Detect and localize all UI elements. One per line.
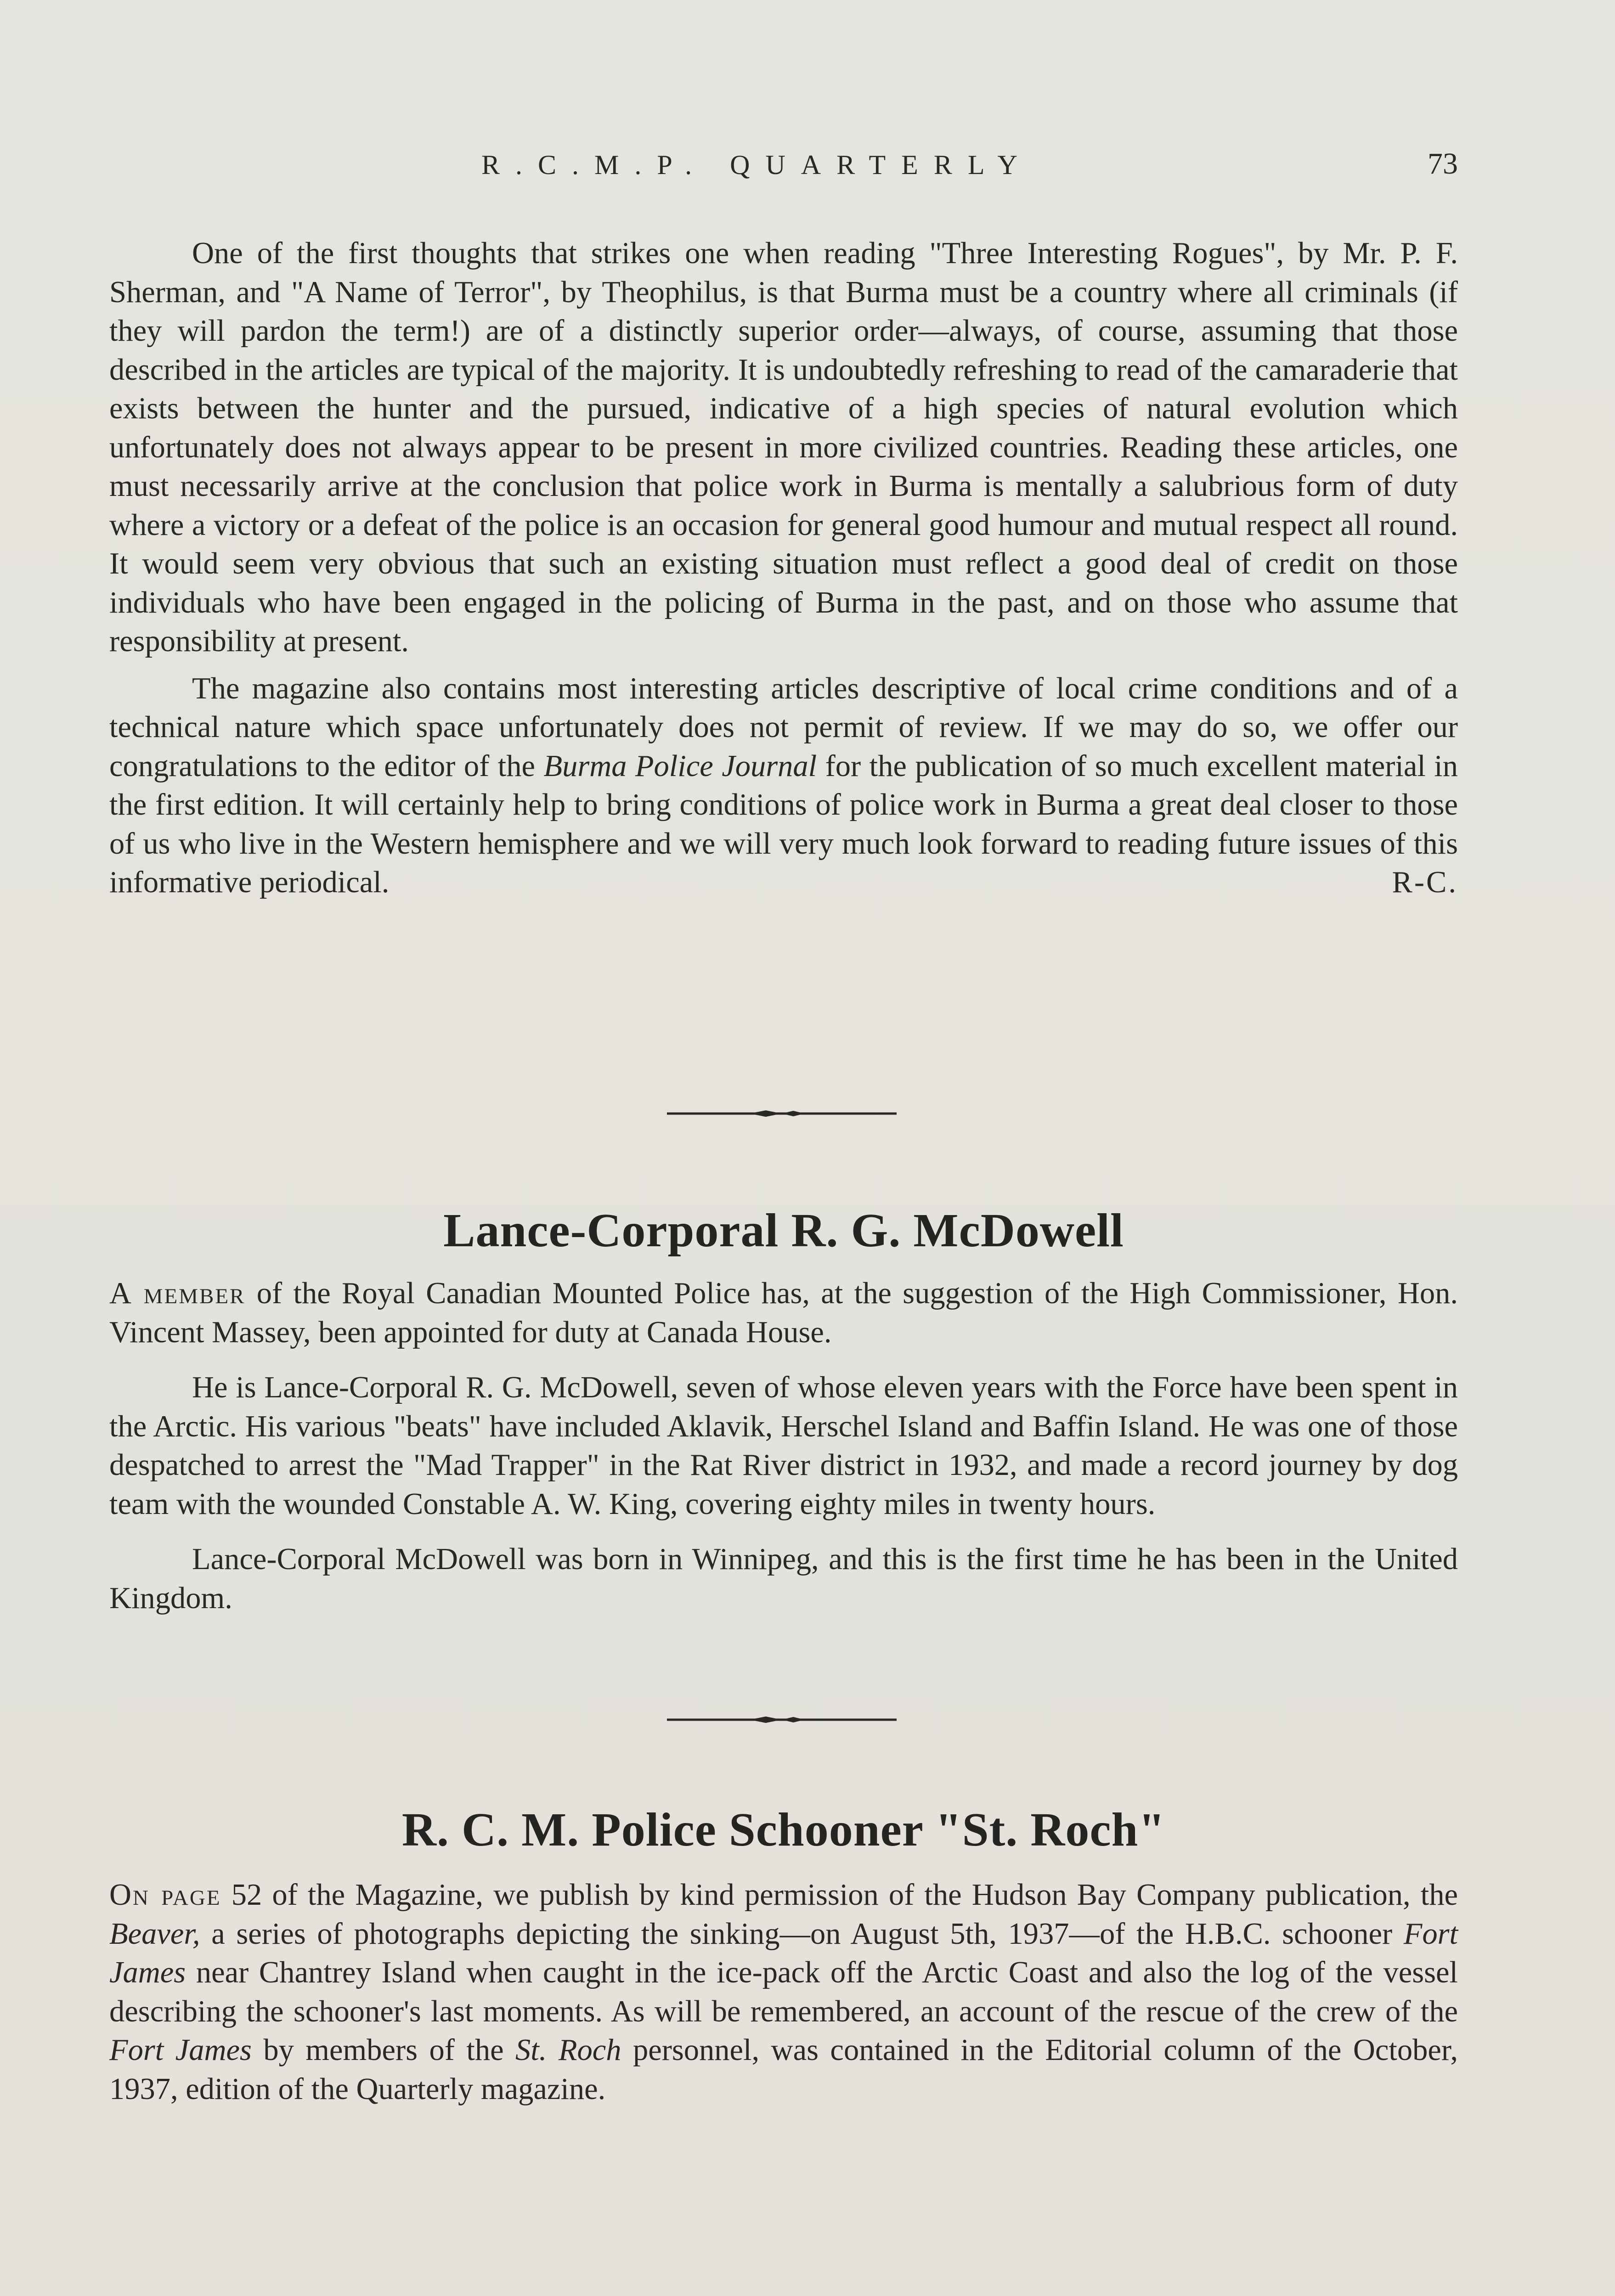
review-paragraph-2-start: The magazine also contains most interesting articles descriptive of local crime conditions and of a technical nature which space unfortunately does not permit of review. If we may do so, we offer our congratulations to the editor of the xyxy=(109,671,1458,783)
schooner-heading: R. C. M. Police Schooner "St. Roch" xyxy=(401,1803,1166,1856)
mcdowell-paragraph-1 xyxy=(109,1274,1458,1352)
review-paragraph-2-end: for the publication of so much excellent material in the first edition. It will certainly help to bring conditions of police work in Burma a great deal closer to those of us who live in the Western hemisphere and we will very much look forward to reading future issues of this informative periodical. xyxy=(109,749,1458,899)
mcdowell-paragraph-3: Lance-Corporal McDowell was born in Winnipeg, and this is the first time he has been in the United Kingdom. xyxy=(109,1542,1458,1615)
schooner-lead-words: On page xyxy=(109,1878,221,1912)
schooner-text-e: personnel, was contained in the Editorial column of the October, 1937, edition of the Quarterly magazine. xyxy=(109,2033,1458,2106)
st-roch-title: St. Roch xyxy=(515,2033,621,2067)
schooner-paragraph xyxy=(109,1876,1458,2109)
schooner-text-b: a series of photographs depicting the sinking—on August 5th, 1937—of the H.B.C. schooner xyxy=(211,1917,1393,1951)
schooner-section xyxy=(109,1876,1458,2109)
schooner-text-a: 52 of the Magazine, we publish by kind permission of the Hudson Bay Company publication, the xyxy=(231,1878,1458,1912)
review-section xyxy=(109,234,1458,902)
fort-james-title-2: Fort James xyxy=(109,2033,252,2067)
running-title: R.C.M.P. QUARTERLY xyxy=(481,150,1033,180)
mcdowell-heading: Lance-Corporal R. G. McDowell xyxy=(443,1204,1124,1257)
review-paragraph-1: One of the first thoughts that strikes one when reading "Three Interesting Rogues", by Mr. P. F. Sherman, and "A Name of Terror", by Theophilus, is that Burma must be a country where all criminals (if they will pardon the term!) are of a distinctly superior order—always, of course, assuming that those described in the articles are typical of the majority. It is undoubtedly refreshing to read of the camaraderie that exists between the hunter and the pursued, indicative of a high species of natural evolution which unfortunately does not always appear to be present in more civilized countries. Reading these articles, one must necessarily arrive at the conclusion that police work in Burma is mentally a salubrious form of duty where a victory or a defeat of the police is an occasion for general good humour and mutual respect all round. It would seem very obvious that such an existing situation must reflect a good deal of credit on those individuals who have been engaged in the policing of Burma in the past, and on those who assume that responsibility at present. xyxy=(109,236,1458,658)
section-divider-ornament xyxy=(667,1107,897,1120)
review-paragraph-2 xyxy=(109,670,1458,902)
mcdowell-section xyxy=(109,1274,1458,1618)
beaver-title: Beaver, xyxy=(109,1917,200,1951)
section-divider-ornament-2 xyxy=(667,1713,897,1727)
page-number: 73 xyxy=(1428,147,1458,180)
burma-police-journal-title: Burma Police Journal xyxy=(543,749,817,783)
fort-james-title-1: Fort James xyxy=(109,1917,1458,1989)
schooner-text-c: near Chantrey Island when caught in the ice-pack off the Arctic Coast and also the log of the vessel describing the schooner's last moments. As will be remembered, an account of the rescue of the crew of the xyxy=(109,1956,1458,2028)
mcdowell-paragraph-2: He is Lance-Corporal R. G. McDowell, seven of whose eleven years with the Force have been spent in the Arctic. His various "beats" have included Aklavik, Herschel Island and Baffin Island. He was one of those despatched to arrest the "Mad Trapper" in the Rat River district in 1932, and made a record journey by dog team with the wounded Constable A. W. King, covering eighty miles in twenty hours. xyxy=(109,1371,1458,1521)
author-signature: R-C. xyxy=(1392,866,1458,899)
mcdowell-lead-words: A member xyxy=(109,1277,246,1310)
mcdowell-paragraph-1-text: of the Royal Canadian Mounted Police has, at the suggestion of the High Commissioner, Hon. Vincent Massey, been appointed for duty at Canada House. xyxy=(109,1277,1458,1349)
running-header xyxy=(109,149,1458,195)
schooner-text-d: by members of the xyxy=(263,2033,504,2067)
